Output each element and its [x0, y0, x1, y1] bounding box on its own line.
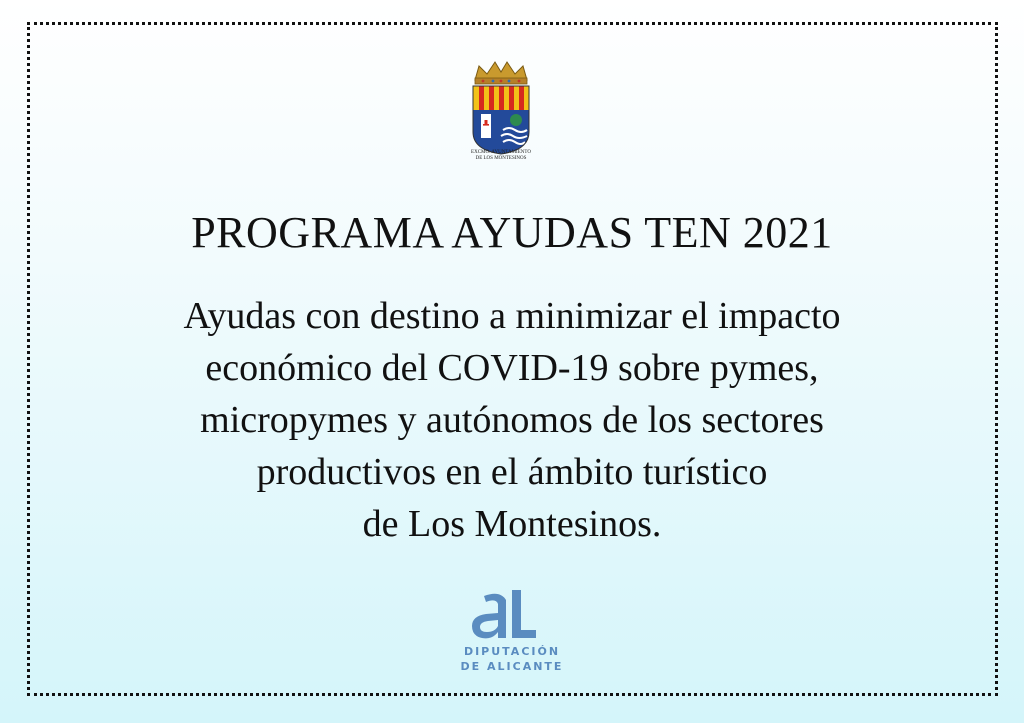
coat-of-arms-caption-line2: DE LOS MONTESINOS — [475, 156, 527, 161]
coat-of-arms-caption-line1: EXCMO. AYUNTAMIENTO — [471, 150, 531, 155]
diputacion-alicante-logo — [462, 588, 552, 648]
description-line: Ayudas con destino a minimizar el impacto — [183, 295, 841, 337]
page-title: PROGRAMA AYUDAS TEN 2021 — [191, 208, 833, 257]
diputacion-logo-line2: DE ALICANTE — [460, 660, 564, 673]
description-text — [60, 290, 964, 550]
description-line: económico del COVID-19 sobre pymes, — [205, 347, 819, 389]
diputacion-logo-line1: DIPUTACIÓN — [463, 645, 561, 658]
description-line: micropymes y autónomos de los sectores — [200, 399, 824, 441]
coat-of-arms-caption — [452, 150, 550, 162]
description-line: productivos en el ámbito turístico — [256, 451, 768, 493]
description-line: de Los Montesinos. — [362, 503, 662, 545]
